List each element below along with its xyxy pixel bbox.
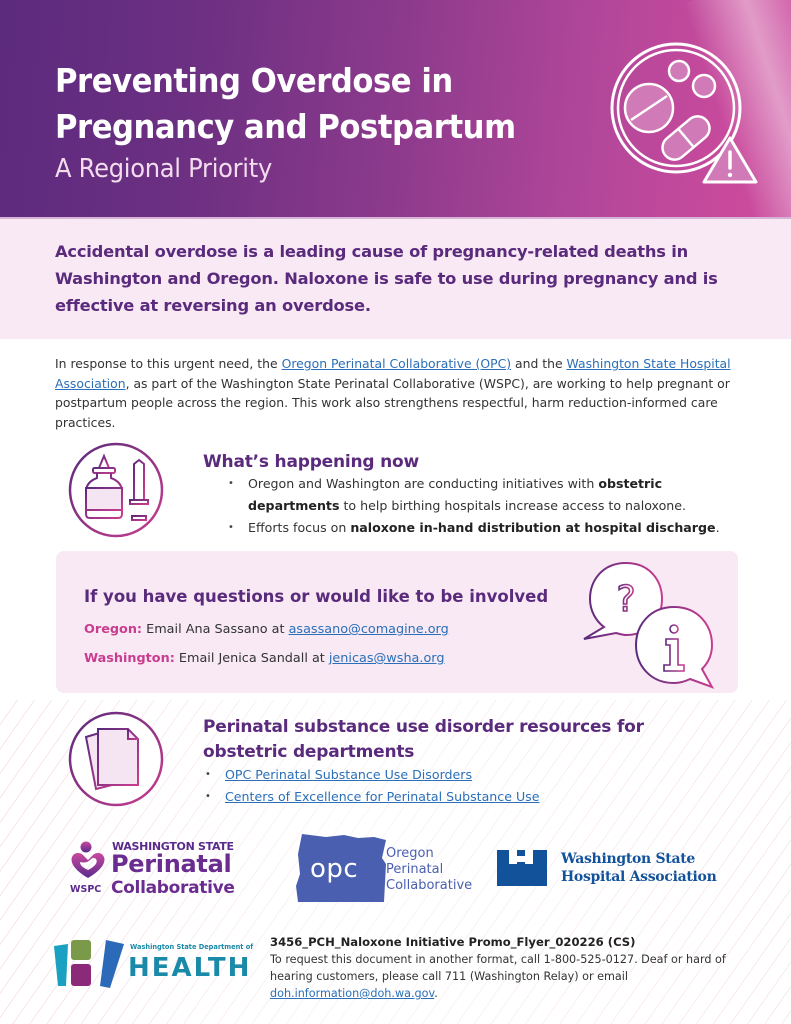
- resources-title: Perinatal substance use disorder resources for obstetric departments: [203, 717, 644, 762]
- happening-title: What’s happening now: [203, 452, 419, 472]
- contact-title: If you have questions or would like to be involved: [84, 587, 549, 606]
- page-subtitle: A Regional Priority: [55, 154, 272, 184]
- svg-text:?: ?: [616, 579, 636, 620]
- page-title: [55, 58, 516, 150]
- vial-syringe-icon: [66, 440, 166, 540]
- oregon-email-link[interactable]: asassano@comagine.org: [288, 622, 449, 637]
- question-info-bubbles-icon: [578, 557, 720, 691]
- washington-contact: Washington: Email Jenica Sandall at jenicas@wsha.org: [84, 651, 445, 666]
- key-message-text: Accidental overdose is a leading cause of pregnancy-related deaths in Washington and Oregon. Naloxone is safe to use during pregnancy and is effective at reversing an overdose.: [55, 242, 718, 315]
- resources-list: [205, 764, 705, 808]
- wsha-logo: Washington State Hospital Association: [497, 850, 737, 890]
- happening-list: [228, 473, 728, 539]
- oregon-contact: Oregon: Email Ana Sassano at asassano@comagine.org: [84, 622, 449, 637]
- pills-warning-icon: [604, 38, 764, 188]
- title-line-2: Pregnancy and Postpartum: [55, 107, 516, 146]
- accessibility-notice: To request this document in another format, call 1-800-525-0127. Deaf or hard of hearing customers, please call 711 (Washington Relay) or email doh.information@doh.wa.gov.: [270, 953, 726, 1000]
- wspc-heart-icon: [68, 840, 108, 880]
- doh-email-link[interactable]: doh.information@doh.wa.gov: [270, 987, 435, 1000]
- list-item: • Oregon and Washington are conducting initiatives with obstetric departments to help birthing hospitals increase access to naloxone.: [228, 473, 728, 517]
- doh-health-logo: Washington State Department of HEALTH: [54, 938, 254, 990]
- document-code: 3456_PCH_Naloxone Initiative Promo_Flyer_020226 (CS): [270, 935, 636, 949]
- intro-paragraph: In response to this urgent need, the Oregon Perinatal Collaborative (OPC) and the Washington State Hospital Association, as part of the Washington State Perinatal Collaborative (WSPC), are working to help pregnant or postpartum people across the region. This work also strengthens respectful, harm reduction-informed care practices.: [55, 356, 731, 430]
- list-item: • Efforts focus on naloxone in-hand distribution at hospital discharge.: [228, 517, 728, 539]
- documents-icon: [66, 709, 166, 809]
- opc-logo: opc Oregon Perinatal Collaborative: [296, 834, 476, 904]
- list-item: [205, 786, 705, 808]
- coe-psu-link[interactable]: Centers of Excellence for Perinatal Substance Use: [225, 789, 540, 804]
- contact-box: [56, 551, 738, 693]
- washington-email-link[interactable]: jenicas@wsha.org: [328, 651, 445, 666]
- doh-mark-icon: [54, 938, 126, 990]
- key-message-callout: [0, 217, 791, 339]
- header-banner: [0, 0, 791, 217]
- wspc-logo: WSPC WASHINGTON STATE Perinatal Collaborative: [70, 840, 235, 898]
- wsha-h-icon: [497, 850, 547, 886]
- opc-link[interactable]: Oregon Perinatal Collaborative (OPC): [281, 356, 512, 371]
- title-line-1: Preventing Overdose in: [55, 61, 453, 100]
- opc-sud-link[interactable]: OPC Perinatal Substance Use Disorders: [225, 767, 473, 782]
- wsha-link[interactable]: Washington State Hospital Association: [55, 356, 731, 391]
- list-item: [205, 764, 705, 786]
